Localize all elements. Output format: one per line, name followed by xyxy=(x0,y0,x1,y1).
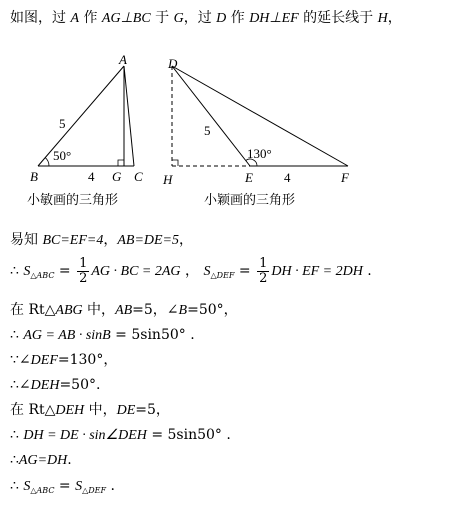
caption-fig1: 小敏画的三角形 xyxy=(27,193,119,208)
point-A-ref: A xyxy=(70,11,80,26)
because-symbol: ∵ xyxy=(10,352,19,368)
triangle-abg: ABG xyxy=(55,303,83,318)
eq-bc-ef: BC=EF=4 xyxy=(42,233,104,248)
side-AC xyxy=(124,66,134,166)
line-angle-deh xyxy=(10,375,100,396)
subscript-def: △DEF xyxy=(82,486,107,495)
problem-intro xyxy=(10,8,402,29)
expr-value: = 5sin50° . xyxy=(110,327,195,343)
expr-dh: DH = DE · sin∠DEH xyxy=(23,428,147,443)
point-H-ref: H xyxy=(377,11,388,26)
punct: ， xyxy=(103,232,118,248)
expr-dh-ef: DH · EF = 2DH xyxy=(271,264,363,279)
therefore-symbol: ∴ xyxy=(10,478,19,494)
expr-value: = 5sin50° . xyxy=(146,427,231,443)
angle-def: DEF xyxy=(30,353,58,368)
therefore-symbol: ∴ xyxy=(10,263,19,279)
label-A: A xyxy=(119,52,127,67)
intro-text-1: 如图，过 xyxy=(10,10,71,26)
label-angle-E: 130° xyxy=(247,146,272,161)
label-E: E xyxy=(245,170,253,185)
line-conclusion xyxy=(10,476,115,501)
point-D-ref: D xyxy=(216,11,227,26)
side-DE xyxy=(172,66,250,166)
caption-fig2: 小颖画的三角形 xyxy=(204,193,296,208)
point-G-ref: G xyxy=(173,11,184,26)
equals: = xyxy=(54,478,76,494)
segment-ab: AB xyxy=(115,303,133,318)
area-symbol: S xyxy=(23,264,31,279)
triangle-deh: DEH xyxy=(55,403,85,418)
text: 在 Rt△ xyxy=(10,302,56,318)
text: =5，∠ xyxy=(132,302,179,318)
intro-text-2: 作 xyxy=(79,10,102,26)
label-C: C xyxy=(134,169,143,184)
segment-de: DE xyxy=(116,403,136,418)
label-EF-length: 4 xyxy=(284,170,291,185)
eq-ag-dh: AG=DH xyxy=(18,453,68,468)
intro-text-4: ，过 xyxy=(183,10,217,26)
text: 中， xyxy=(82,302,116,318)
fraction-half xyxy=(257,257,269,286)
expr-ag-bc: AG · BC = 2AG xyxy=(91,264,181,279)
figure-triangle-def xyxy=(162,56,350,208)
expr-ag: AG = AB · sinB xyxy=(23,328,111,343)
label-angle-B: 50° xyxy=(53,148,72,163)
area-symbol: S xyxy=(203,264,211,279)
perp-AG-BC: AG⊥BC xyxy=(101,11,151,26)
label-G: G xyxy=(112,169,122,184)
text: 中， xyxy=(84,402,117,418)
figures xyxy=(0,38,462,223)
area-symbol: S xyxy=(23,479,31,494)
label-BG-length: 4 xyxy=(88,169,95,184)
line-dh-value xyxy=(10,425,231,446)
therefore-symbol: ∴ xyxy=(10,427,19,443)
angle-deh: DEH xyxy=(30,378,60,393)
figure-triangle-abc xyxy=(27,52,143,208)
label-AB-length: 5 xyxy=(59,116,66,131)
right-angle-mark-H xyxy=(172,160,178,166)
perp-DH-EF: DH⊥EF xyxy=(249,11,299,26)
punct: . xyxy=(362,263,372,279)
fraction-denominator: 2 xyxy=(79,270,88,286)
eq-ab-de: AB=DE=5 xyxy=(117,233,180,248)
label-F: F xyxy=(341,170,349,185)
therefore-symbol: ∴ xyxy=(10,327,19,343)
subscript-abc: △ABC xyxy=(30,486,55,495)
subscript-abc: △ABC xyxy=(30,271,55,280)
equals: = xyxy=(234,263,256,279)
therefore-symbol: ∴ xyxy=(10,452,19,468)
punct: . xyxy=(67,452,72,468)
punct: ， xyxy=(180,263,199,279)
equals: = xyxy=(54,263,76,279)
line-rt-deh xyxy=(10,400,170,421)
therefore-symbol: ∴ xyxy=(10,377,19,393)
text: =130°， xyxy=(57,352,118,368)
line-rt-abg xyxy=(10,300,238,321)
line-ag-value xyxy=(10,325,195,346)
punct: ， xyxy=(179,232,194,248)
line-area-formulas xyxy=(10,256,372,291)
angle-b: B xyxy=(178,303,188,318)
intro-text-3: 于 xyxy=(150,10,174,26)
text: 在 Rt△ xyxy=(10,402,56,418)
line-angle-def xyxy=(10,350,117,371)
angle-arc-B xyxy=(45,158,49,166)
fraction-numerator: 1 xyxy=(259,255,268,271)
intro-text-6: 的延长线于 xyxy=(298,10,378,26)
text-yizhi: 易知 xyxy=(10,232,43,248)
intro-text-7: ， xyxy=(387,10,402,26)
label-H: H xyxy=(163,172,173,187)
fraction-denominator: 2 xyxy=(259,270,268,286)
line-ag-eq-dh xyxy=(10,450,72,471)
angle-symbol: ∠ xyxy=(18,377,31,393)
text: =50°. xyxy=(59,377,101,393)
right-angle-mark-G xyxy=(118,160,124,166)
fraction-numerator: 1 xyxy=(79,255,88,271)
intro-text-5: 作 xyxy=(226,10,250,26)
fraction-half xyxy=(77,257,89,286)
area-symbol: S xyxy=(75,479,83,494)
label-B: B xyxy=(30,169,38,184)
label-D: D xyxy=(168,56,178,71)
label-DE-length: 5 xyxy=(204,123,211,138)
text: =5， xyxy=(135,402,170,418)
angle-symbol: ∠ xyxy=(18,352,31,368)
punct: . xyxy=(106,478,115,494)
line-given-lengths xyxy=(10,230,193,251)
subscript-def: △DEF xyxy=(210,271,235,280)
text: =50°， xyxy=(187,302,238,318)
side-AB xyxy=(38,66,124,166)
